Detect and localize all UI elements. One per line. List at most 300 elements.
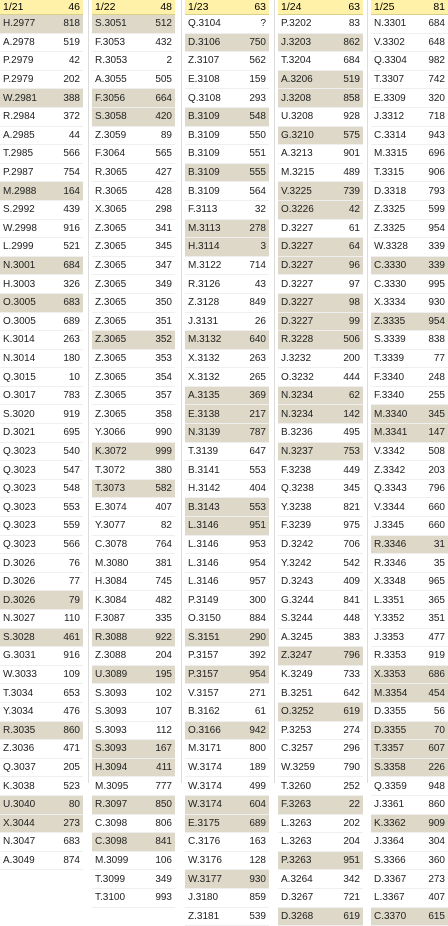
header-date: 1/23 <box>188 1 208 13</box>
table-row[interactable] <box>278 740 363 759</box>
table-row[interactable] <box>92 71 175 90</box>
table-row[interactable] <box>278 220 363 239</box>
row-code: M.3354 <box>374 688 407 699</box>
table-row[interactable] <box>92 647 175 666</box>
row-code: X.3353 <box>374 669 406 680</box>
table-row[interactable] <box>0 852 83 871</box>
highlighted-row[interactable] <box>92 443 175 462</box>
row-code: R.3126 <box>188 279 220 290</box>
row-code: D.3026 <box>3 576 35 587</box>
highlighted-row[interactable] <box>0 815 83 834</box>
row-code: X.3132 <box>188 372 220 383</box>
table-row[interactable] <box>0 759 83 778</box>
table-row[interactable] <box>371 852 448 871</box>
highlighted-row[interactable] <box>278 647 363 666</box>
table-row[interactable] <box>371 833 448 852</box>
row-value: 951 <box>249 520 266 531</box>
table-row[interactable] <box>92 164 175 183</box>
highlighted-row[interactable] <box>371 257 448 276</box>
row-value: 61 <box>255 706 266 717</box>
row-value: 342 <box>343 874 360 885</box>
row-value: 951 <box>343 855 360 866</box>
table-row[interactable] <box>278 610 363 629</box>
table-row[interactable] <box>371 34 448 53</box>
table-row[interactable] <box>92 294 175 313</box>
row-code: O.3226 <box>281 204 314 215</box>
table-row[interactable] <box>371 52 448 71</box>
table-row[interactable] <box>371 15 448 34</box>
table-row[interactable] <box>92 275 175 294</box>
highlighted-row[interactable] <box>371 424 448 443</box>
table-row[interactable] <box>0 331 83 350</box>
row-value: 930 <box>428 297 445 308</box>
table-row[interactable] <box>278 461 363 480</box>
table-row[interactable] <box>185 89 269 108</box>
table-row[interactable] <box>185 684 269 703</box>
table-row[interactable] <box>0 424 83 443</box>
table-row[interactable] <box>185 647 269 666</box>
highlighted-row[interactable] <box>278 703 363 722</box>
table-row[interactable] <box>371 387 448 406</box>
table-row[interactable] <box>92 889 175 908</box>
table-row[interactable] <box>185 145 269 164</box>
table-row[interactable] <box>371 870 448 889</box>
table-row[interactable] <box>371 164 448 183</box>
row-code: N.3139 <box>188 427 220 438</box>
table-row[interactable] <box>92 387 175 406</box>
table-row[interactable] <box>0 461 83 480</box>
table-row[interactable] <box>0 833 83 852</box>
table-row[interactable] <box>371 777 448 796</box>
highlighted-row[interactable] <box>278 796 363 815</box>
highlighted-row[interactable] <box>92 759 175 778</box>
highlighted-row[interactable] <box>371 722 448 741</box>
table-row[interactable] <box>92 405 175 424</box>
table-row[interactable] <box>185 294 269 313</box>
table-row[interactable] <box>92 34 175 53</box>
table-row[interactable] <box>371 629 448 648</box>
highlighted-row[interactable] <box>278 201 363 220</box>
highlighted-row[interactable] <box>0 89 83 108</box>
highlighted-row[interactable] <box>92 108 175 127</box>
column-divider <box>367 0 368 783</box>
row-code: P.2987 <box>3 167 33 178</box>
row-value: 664 <box>155 93 172 104</box>
highlighted-row[interactable] <box>92 89 175 108</box>
highlighted-row[interactable] <box>371 908 448 926</box>
table-row[interactable] <box>278 573 363 592</box>
table-row[interactable] <box>185 833 269 852</box>
table-row[interactable] <box>185 368 269 387</box>
table-row[interactable] <box>278 684 363 703</box>
table-row[interactable] <box>0 34 83 53</box>
table-row[interactable] <box>0 201 83 220</box>
table-row[interactable] <box>92 257 175 276</box>
table-row[interactable] <box>278 629 363 648</box>
table-row[interactable] <box>371 517 448 536</box>
table-row[interactable] <box>92 870 175 889</box>
table-row[interactable] <box>0 238 83 257</box>
highlighted-row[interactable] <box>185 629 269 648</box>
row-code: J.3364 <box>374 836 404 847</box>
highlighted-row[interactable] <box>278 908 363 926</box>
table-row[interactable] <box>371 368 448 387</box>
header-count: 46 <box>68 1 80 13</box>
highlighted-row[interactable] <box>371 815 448 834</box>
row-value: 358 <box>155 409 172 420</box>
highlighted-row[interactable] <box>278 852 363 871</box>
row-value: 838 <box>428 334 445 345</box>
table-row[interactable] <box>0 498 83 517</box>
highlighted-row[interactable] <box>278 387 363 406</box>
table-row[interactable] <box>0 666 83 685</box>
highlighted-row[interactable] <box>0 591 83 610</box>
table-row[interactable] <box>278 833 363 852</box>
table-row[interactable] <box>371 350 448 369</box>
highlighted-row[interactable] <box>371 313 448 332</box>
row-code: E.3074 <box>95 502 127 513</box>
highlighted-row[interactable] <box>92 740 175 759</box>
table-row[interactable] <box>185 573 269 592</box>
table-row[interactable] <box>278 424 363 443</box>
table-row[interactable] <box>278 889 363 908</box>
highlighted-row[interactable] <box>278 34 363 53</box>
table-row[interactable] <box>92 201 175 220</box>
table-row[interactable] <box>92 573 175 592</box>
table-row[interactable] <box>0 313 83 332</box>
highlighted-row[interactable] <box>92 629 175 648</box>
table-row[interactable] <box>371 108 448 127</box>
table-row[interactable] <box>371 573 448 592</box>
table-row[interactable] <box>0 127 83 146</box>
table-row[interactable] <box>371 443 448 462</box>
table-row[interactable] <box>0 71 83 90</box>
table-row[interactable] <box>278 368 363 387</box>
row-code: H.3003 <box>3 279 35 290</box>
table-row[interactable] <box>0 52 83 71</box>
table-row[interactable] <box>371 220 448 239</box>
row-value: 919 <box>63 409 80 420</box>
table-row[interactable] <box>185 313 269 332</box>
highlighted-row[interactable] <box>0 294 83 313</box>
highlighted-row[interactable] <box>278 331 363 350</box>
table-row[interactable] <box>278 350 363 369</box>
table-row[interactable] <box>371 182 448 201</box>
table-row[interactable] <box>0 145 83 164</box>
row-value: 559 <box>63 520 80 531</box>
column-header[interactable] <box>0 0 83 15</box>
highlighted-row[interactable] <box>185 331 269 350</box>
row-value: 107 <box>155 706 172 717</box>
highlighted-row[interactable] <box>0 629 83 648</box>
row-code: P.3149 <box>188 595 218 606</box>
table-row[interactable] <box>278 275 363 294</box>
row-value: 489 <box>343 167 360 178</box>
table-row[interactable] <box>185 852 269 871</box>
row-value: 326 <box>63 279 80 290</box>
table-row[interactable] <box>278 164 363 183</box>
table-row[interactable] <box>278 666 363 685</box>
highlighted-row[interactable] <box>278 313 363 332</box>
table-row[interactable] <box>371 275 448 294</box>
row-code: U.3208 <box>281 111 313 122</box>
table-row[interactable] <box>278 15 363 34</box>
table-row[interactable] <box>185 15 269 34</box>
table-row[interactable] <box>185 536 269 555</box>
highlighted-row[interactable] <box>278 182 363 201</box>
row-value: 265 <box>249 372 266 383</box>
highlighted-row[interactable] <box>371 666 448 685</box>
highlighted-row[interactable] <box>0 15 83 34</box>
table-row[interactable] <box>371 554 448 573</box>
row-code: S.2992 <box>3 204 35 215</box>
table-row[interactable] <box>185 554 269 573</box>
table-row[interactable] <box>0 350 83 369</box>
table-row[interactable] <box>0 517 83 536</box>
table-row[interactable] <box>0 443 83 462</box>
table-row[interactable] <box>0 740 83 759</box>
highlighted-row[interactable] <box>371 684 448 703</box>
table-row[interactable] <box>371 889 448 908</box>
table-row[interactable] <box>0 368 83 387</box>
table-row[interactable] <box>0 684 83 703</box>
row-value: 660 <box>428 520 445 531</box>
highlighted-row[interactable] <box>278 294 363 313</box>
table-row[interactable] <box>0 108 83 127</box>
table-row[interactable] <box>185 889 269 908</box>
table-row[interactable] <box>278 759 363 778</box>
table-row[interactable] <box>185 443 269 462</box>
row-code: Z.3065 <box>95 260 126 271</box>
highlighted-row[interactable] <box>92 833 175 852</box>
highlighted-row[interactable] <box>185 108 269 127</box>
row-value: 505 <box>155 74 172 85</box>
table-row[interactable] <box>278 777 363 796</box>
table-row[interactable] <box>371 294 448 313</box>
highlighted-row[interactable] <box>371 740 448 759</box>
table-row[interactable] <box>371 461 448 480</box>
row-code: D.3267 <box>281 892 313 903</box>
table-row[interactable] <box>92 517 175 536</box>
table-row[interactable] <box>185 127 269 146</box>
highlighted-row[interactable] <box>92 331 175 350</box>
table-row[interactable] <box>92 182 175 201</box>
highlighted-row[interactable] <box>0 182 83 201</box>
table-row[interactable] <box>0 220 83 239</box>
table-row[interactable] <box>92 461 175 480</box>
highlighted-row[interactable] <box>185 815 269 834</box>
highlighted-row[interactable] <box>185 238 269 257</box>
row-value: 278 <box>249 223 266 234</box>
row-value: 684 <box>63 260 80 271</box>
table-row[interactable] <box>278 498 363 517</box>
row-value: 660 <box>428 502 445 513</box>
highlighted-row[interactable] <box>185 666 269 685</box>
table-row[interactable] <box>371 480 448 499</box>
table-row[interactable] <box>278 815 363 834</box>
row-value: 300 <box>249 595 266 606</box>
table-row[interactable] <box>185 182 269 201</box>
column-4 <box>278 0 363 926</box>
highlighted-row[interactable] <box>185 405 269 424</box>
highlighted-row[interactable] <box>92 796 175 815</box>
table-row[interactable] <box>0 703 83 722</box>
table-row[interactable] <box>185 908 269 926</box>
table-row[interactable] <box>185 201 269 220</box>
highlighted-row[interactable] <box>185 220 269 239</box>
table-row[interactable] <box>92 498 175 517</box>
table-row[interactable] <box>371 201 448 220</box>
table-row[interactable] <box>278 722 363 741</box>
table-row[interactable] <box>278 870 363 889</box>
column-header[interactable] <box>371 0 448 15</box>
table-row[interactable] <box>185 777 269 796</box>
table-row[interactable] <box>92 424 175 443</box>
highlighted-row[interactable] <box>92 15 175 34</box>
highlighted-row[interactable] <box>185 424 269 443</box>
highlighted-row[interactable] <box>0 257 83 276</box>
row-value: 512 <box>155 18 172 29</box>
table-row[interactable] <box>185 461 269 480</box>
row-code: A.3055 <box>95 74 127 85</box>
table-row[interactable] <box>92 220 175 239</box>
table-row[interactable] <box>92 777 175 796</box>
table-row[interactable] <box>92 610 175 629</box>
table-row[interactable] <box>92 368 175 387</box>
table-row[interactable] <box>92 350 175 369</box>
highlighted-row[interactable] <box>0 796 83 815</box>
highlighted-row[interactable] <box>371 759 448 778</box>
table-row[interactable] <box>0 536 83 555</box>
row-code: F.3064 <box>95 148 125 159</box>
table-row[interactable] <box>92 536 175 555</box>
highlighted-row[interactable] <box>278 238 363 257</box>
column-header[interactable] <box>278 0 363 15</box>
table-row[interactable] <box>0 777 83 796</box>
table-row[interactable] <box>371 591 448 610</box>
highlighted-row[interactable] <box>0 722 83 741</box>
row-code: T.3100 <box>95 892 125 903</box>
table-row[interactable] <box>0 573 83 592</box>
row-value: 689 <box>63 316 80 327</box>
highlighted-row[interactable] <box>185 387 269 406</box>
table-row[interactable] <box>371 89 448 108</box>
table-row[interactable] <box>0 480 83 499</box>
table-row[interactable] <box>278 517 363 536</box>
table-row[interactable] <box>371 796 448 815</box>
highlighted-row[interactable] <box>278 127 363 146</box>
table-row[interactable] <box>278 145 363 164</box>
table-row[interactable] <box>92 238 175 257</box>
table-row[interactable] <box>92 852 175 871</box>
highlighted-row[interactable] <box>185 498 269 517</box>
table-row[interactable] <box>185 350 269 369</box>
highlighted-row[interactable] <box>278 443 363 462</box>
highlighted-row[interactable] <box>278 89 363 108</box>
table-row[interactable] <box>0 275 83 294</box>
highlighted-row[interactable] <box>371 536 448 555</box>
table-row[interactable] <box>92 684 175 703</box>
table-row[interactable] <box>185 759 269 778</box>
highlighted-row[interactable] <box>92 666 175 685</box>
row-code: L.3351 <box>374 595 405 606</box>
table-row[interactable] <box>0 405 83 424</box>
highlighted-row[interactable] <box>278 405 363 424</box>
column-header[interactable] <box>92 0 175 15</box>
highlighted-row[interactable] <box>278 257 363 276</box>
row-value: 683 <box>63 836 80 847</box>
highlighted-row[interactable] <box>185 796 269 815</box>
table-row[interactable] <box>371 71 448 90</box>
highlighted-row[interactable] <box>185 517 269 536</box>
table-row[interactable] <box>371 145 448 164</box>
table-row[interactable] <box>0 647 83 666</box>
table-row[interactable] <box>92 815 175 834</box>
table-row[interactable] <box>0 554 83 573</box>
table-row[interactable] <box>185 703 269 722</box>
row-code: J.3131 <box>188 316 218 327</box>
table-row[interactable] <box>185 71 269 90</box>
highlighted-row[interactable] <box>185 870 269 889</box>
table-row[interactable] <box>92 722 175 741</box>
highlighted-row[interactable] <box>278 71 363 90</box>
highlighted-row[interactable] <box>371 405 448 424</box>
row-value: 548 <box>249 111 266 122</box>
highlighted-row[interactable] <box>92 480 175 499</box>
highlighted-row[interactable] <box>185 722 269 741</box>
highlighted-row[interactable] <box>185 164 269 183</box>
row-code: Q.3023 <box>3 539 36 550</box>
row-value: 204 <box>343 836 360 847</box>
table-row[interactable] <box>185 257 269 276</box>
table-row[interactable] <box>371 127 448 146</box>
table-row[interactable] <box>278 108 363 127</box>
table-row[interactable] <box>185 591 269 610</box>
table-row[interactable] <box>92 554 175 573</box>
table-row[interactable] <box>0 164 83 183</box>
table-row[interactable] <box>371 498 448 517</box>
table-row[interactable] <box>92 591 175 610</box>
table-row[interactable] <box>185 52 269 71</box>
table-row[interactable] <box>278 480 363 499</box>
table-row[interactable] <box>92 703 175 722</box>
table-row[interactable] <box>185 480 269 499</box>
table-row[interactable] <box>0 610 83 629</box>
table-row[interactable] <box>185 740 269 759</box>
table-row[interactable] <box>371 647 448 666</box>
table-row[interactable] <box>371 238 448 257</box>
row-code: R.3097 <box>95 799 127 810</box>
table-row[interactable] <box>278 554 363 573</box>
table-row[interactable] <box>278 52 363 71</box>
table-row[interactable] <box>371 331 448 350</box>
highlighted-row[interactable] <box>185 34 269 53</box>
table-row[interactable] <box>371 610 448 629</box>
table-row[interactable] <box>0 387 83 406</box>
row-value: 539 <box>249 911 266 922</box>
row-value: 202 <box>63 74 80 85</box>
table-row[interactable] <box>92 52 175 71</box>
table-row[interactable] <box>278 591 363 610</box>
table-row[interactable] <box>185 610 269 629</box>
table-row[interactable] <box>92 313 175 332</box>
table-row[interactable] <box>92 145 175 164</box>
column-header[interactable] <box>185 0 269 15</box>
table-row[interactable] <box>185 275 269 294</box>
table-row[interactable] <box>278 536 363 555</box>
table-row[interactable] <box>371 703 448 722</box>
table-row[interactable] <box>92 127 175 146</box>
